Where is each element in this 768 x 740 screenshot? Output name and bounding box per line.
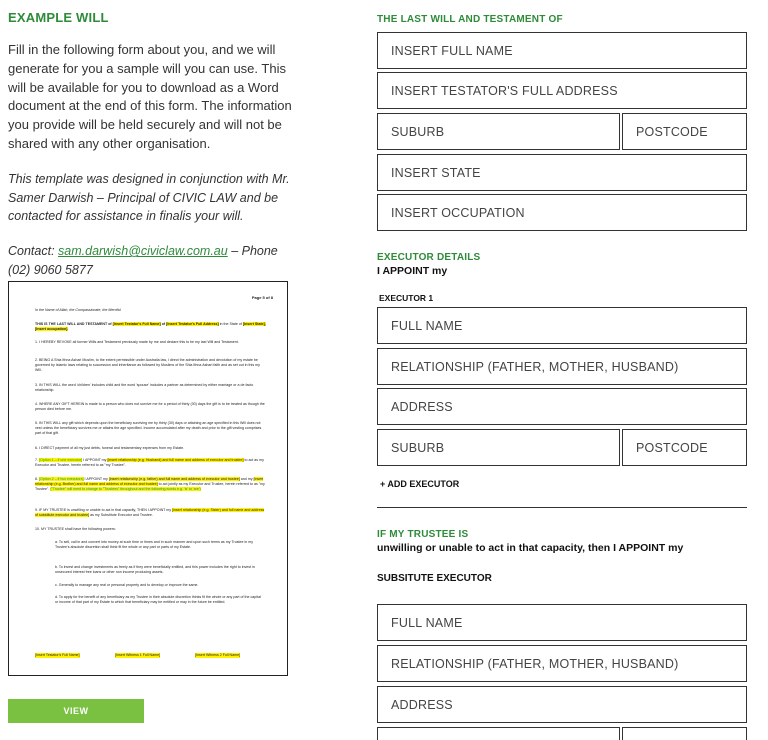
preview-signature-witness-2: [Insert Witness 2 Full Name] [195, 653, 241, 657]
view-button[interactable]: VIEW [8, 699, 144, 723]
clause-text: to act as my Executor and Trustee, herein referred to as "my Trustee". [35, 458, 264, 467]
contact-prefix: Contact: [8, 244, 59, 259]
preview-clause: 2. BEING A Shia Ithna Ashari Muslim, to the extent permissible under Australia law, I direct the administration and devolution of my estate be governed by Islamic laws relating to succession and inheritance as followed by Muslims of the Shia Ithna Ashari faith and as set out in this my Will. [35, 358, 260, 372]
clause-placeholder: [insert relationship (e.g. Sister) and full name and address of substitute executor and trustee] [35, 508, 265, 517]
clause-text: 9. IF MY TRUSTEE is unwilling or unable to act in that capacity, THEN I APPOINT my [35, 508, 172, 512]
appoint-label: I APPOINT my [377, 265, 448, 277]
preview-page-number: Page 5 of 8 [251, 295, 273, 300]
executor-name-input[interactable] [377, 307, 747, 344]
clause-placeholder: [insert relationship (e.g. Brother) and full name and address of executor and trustee] [35, 477, 264, 486]
preview-title-address: [Insert Testator's Full Address] [166, 322, 219, 326]
preview-power: c. Generally to manage any real or personal property and to develop or improve the same. [55, 583, 199, 587]
contact-line [8, 242, 298, 280]
preview-clause: 3. IN THIS WILL the word 'children' includes child and the word 'spouse' includes a partner as determined by either marriage or a de facto relationship. [35, 383, 254, 392]
preview-title [35, 322, 267, 332]
preview-power: a. To sell, call in and convert into money at such time or times and in such manner and upon such terms as my Trustee in my Trustee's absolute discretion shall think fit the whole or any part or parts of my Estate. [55, 540, 254, 549]
will-document-preview [8, 281, 288, 676]
executor-relationship-input[interactable] [377, 348, 747, 385]
preview-clause: 6. I DIRECT payment of all my just debts, funeral and testamentary expenses from my Estate. [35, 446, 185, 450]
preview-title-state-label: in the State of [219, 322, 242, 326]
preview-title-of: of [161, 322, 166, 326]
preview-signature-testator: [Insert Testator's Full Name] [35, 653, 80, 657]
clause-option: [Option 1 – if one executor] [39, 458, 83, 462]
trustee-section-title: IF MY TRUSTEE IS [377, 529, 469, 540]
preview-clause: 1. I HEREBY REVOKE all former Wills and Testament previously made by me and declare this to be my last Will and Testament. [35, 340, 239, 344]
address-input[interactable] [377, 72, 747, 109]
executor-section-title: EXECUTOR DETAILS [377, 252, 481, 263]
template-note: This template was designed in conjunction with Mr. Samer Darwish – Principal of CIVIC LAW and be contacted for assistance in finalis your will. [8, 171, 290, 224]
section-divider [377, 507, 747, 508]
full-name-input[interactable] [377, 32, 747, 69]
clause-number: 8. [35, 477, 38, 481]
preview-title-occupation: [Insert occupation]. [35, 327, 69, 331]
preview-power: b. To invest and change investments as freely as if they were beneficially entitled, and this power includes the right to invest in unsecured interest free loans or other non income producing assets. [55, 565, 255, 574]
contact-email-link[interactable]: sam.darwish@civiclaw.com.au [58, 244, 228, 259]
preview-clause-8 [35, 477, 267, 492]
executor-postcode-input[interactable] [622, 429, 747, 466]
clause-placeholder: [insert relationship (e.g. Husband) and full name and address of executor and trustee] [107, 458, 244, 462]
executor-address-input[interactable] [377, 388, 747, 425]
clause-number: 7. [35, 458, 38, 462]
preview-clause-9 [35, 508, 267, 518]
substitute-name-input[interactable] [377, 604, 747, 641]
preview-title-text: THIS IS THE LAST WILL AND TESTAMENT of [35, 322, 112, 326]
clause-text: I APPOINT my [84, 477, 108, 481]
substitute-postcode-input[interactable] [622, 727, 747, 740]
preview-title-name: [Insert Testator's Full Name] [112, 322, 161, 326]
substitute-address-input[interactable] [377, 686, 747, 723]
clause-text: and my [240, 477, 253, 481]
preview-opening: In the Name of Allah, the Compassionate, the Merciful [35, 308, 121, 312]
preview-clause-10: 10. MY TRUSTEE shall have the following powers: [35, 527, 116, 531]
substitute-suburb-input[interactable] [377, 727, 620, 740]
executor-1-label: EXECUTOR 1 [379, 293, 434, 303]
clause-note: ("Trustee" will need to change to "Trustees" throughout and the following words e.g. 'is' to 'are') [50, 487, 201, 491]
preview-signature-witness-1: [Insert Witness 1 Full Name] [115, 653, 161, 657]
state-input[interactable] [377, 154, 747, 191]
suburb-input[interactable] [377, 113, 620, 150]
trustee-condition-text: unwilling or unable to act in that capacity, then I APPOINT my [377, 542, 684, 554]
page-heading: EXAMPLE WILL [8, 10, 109, 25]
clause-text: as my Substitute Executor and Trustee. [90, 513, 153, 517]
preview-power: d. To apply for the benefit of any beneficiary as my Trustee in their absolute discretion thinks fit the whole or any part of the capital or income of that part of my Estate to which that beneficiary may be entitled or may in the future be entitled. [55, 595, 261, 604]
clause-text: to act jointly as my Executor and Trustee, herein referred to as "my Trustee". [35, 482, 265, 491]
add-executor-button[interactable]: + ADD EXECUTOR [380, 479, 460, 489]
substitute-relationship-input[interactable] [377, 645, 747, 682]
contact-phone: – Phone (02) 9060 5877 [8, 244, 278, 277]
preview-clause-7 [35, 458, 267, 468]
preview-clause: 4. WHERE ANY GIFT HEREIN is made to a person who does not survive me for a period of thirty (30) days the gift is to be treated as though the person died before me. [35, 402, 265, 411]
executor-suburb-input[interactable] [377, 429, 620, 466]
clause-option: [Option 2 – if two executors] [39, 477, 84, 481]
testament-section-title: THE LAST WILL AND TESTAMENT OF [377, 14, 563, 25]
intro-column [8, 0, 298, 280]
substitute-executor-label: SUBSITUTE EXECUTOR [377, 573, 492, 584]
clause-text: I APPOINT my [83, 458, 107, 462]
preview-clause: 5. IN THIS WILL any gift which depends upon the beneficiary surviving me by thirty (30) days or attaining an age specified in this Will does not vest unless the beneficiary survives me or attains the age specified. Income accumulated after my death and prior to the gift vesting comprises part of that gift. [35, 421, 262, 435]
intro-text: Fill in the following form about you, and we will generate for you a sample will you can use. This will be available for you to download as a Word document at the end of this form. The information you provide will be held securely and will not be shared with any other organisation. [8, 42, 292, 151]
clause-placeholder: [insert relationship (e.g. father) and full name and address of executor and trustee] [108, 477, 240, 481]
preview-title-state: [Insert State], [242, 322, 266, 326]
postcode-input[interactable] [622, 113, 747, 150]
occupation-input[interactable] [377, 194, 747, 231]
